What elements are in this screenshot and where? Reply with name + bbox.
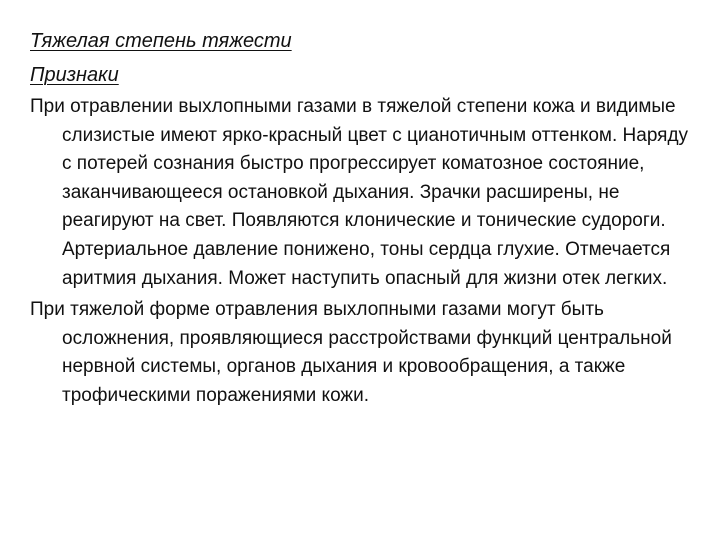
heading-signs: Признаки	[30, 64, 119, 86]
paragraph-complications: При тяжелой форме отравления выхлопными газами могут быть осложнения, проявляющиеся расстройствами функций центральной нервной системы, органов дыхания и кровообращения, а также трофическими поражениями кожи.	[30, 299, 672, 406]
body-text	[30, 93, 694, 411]
headings-block	[30, 24, 694, 92]
paragraph-symptoms: При отравлении выхлопными газами в тяжелой степени кожа и видимые слизистые имеют ярко-красный цвет с цианотичным оттенком. Наряду с потерей сознания быстро прогрессирует коматозное состояние, заканчивающееся остановкой дыхания. Зрачки расширены, не реагируют на свет. Появляются клонические и тонические судороги. Артериальное давление понижено, тоны сердца глухие. Отмечается аритмия дыхания. Может наступить опасный для жизни отек легких.	[30, 96, 689, 289]
heading-severity: Тяжелая степень тяжести	[30, 30, 292, 52]
